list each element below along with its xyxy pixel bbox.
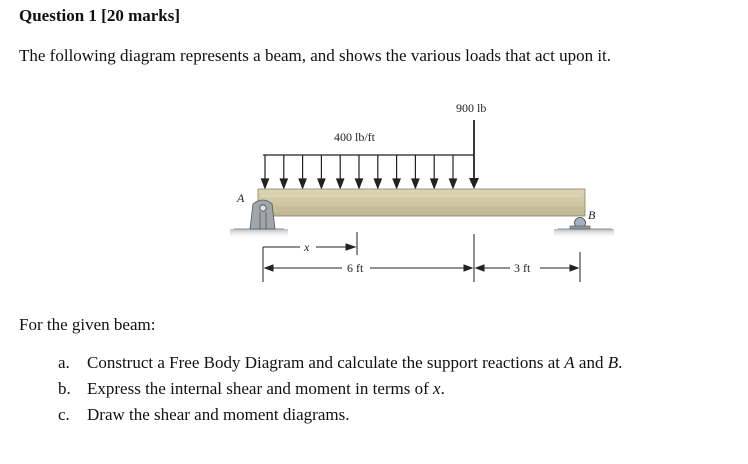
task-var: x xyxy=(433,379,441,398)
support-b-label: B xyxy=(588,208,596,222)
load-arrowhead xyxy=(374,179,381,188)
load-arrowhead xyxy=(431,179,438,188)
dim-left-label: 6 ft xyxy=(347,261,364,275)
x-label: x xyxy=(304,240,310,254)
support-a-label: A xyxy=(237,191,245,205)
beam-diagram xyxy=(220,92,620,292)
question-heading: Question 1 [20 marks] xyxy=(19,6,181,25)
load-arrowhead xyxy=(280,179,287,188)
point-load-label: 900 lb xyxy=(456,101,487,115)
task-item xyxy=(58,404,622,430)
task-item xyxy=(58,378,622,404)
task-text: . xyxy=(440,379,445,398)
distributed-load-arrows xyxy=(262,155,475,188)
task-text: Express the internal shear and moment in terms of xyxy=(87,379,434,398)
task-var: A xyxy=(564,353,575,372)
given-text: For the given beam: xyxy=(19,315,156,334)
roller-support-b xyxy=(554,218,614,240)
task-text: Construct a Free Body Diagram and calculate the support reactions at xyxy=(87,353,565,372)
task-item xyxy=(58,352,622,378)
task-var: B xyxy=(607,353,619,372)
dimension-lines xyxy=(263,234,580,282)
load-arrowhead xyxy=(450,179,457,188)
load-arrowhead xyxy=(299,179,306,188)
intro-text: The following diagram represents a beam, and shows the various loads that act upon it. xyxy=(19,46,612,65)
task-text: . xyxy=(618,353,623,372)
task-marker: a. xyxy=(58,353,70,372)
load-arrowhead xyxy=(262,179,269,188)
dim-right-label: 3 ft xyxy=(514,261,531,275)
task-list xyxy=(58,352,622,430)
load-arrowhead xyxy=(318,179,325,188)
load-arrowhead xyxy=(393,179,400,188)
beam xyxy=(258,189,585,216)
load-arrowhead xyxy=(356,179,363,188)
distributed-load-label: 400 lb/ft xyxy=(334,130,375,144)
load-arrowhead xyxy=(412,179,419,188)
task-text: and xyxy=(574,353,608,372)
task-marker: c. xyxy=(58,405,70,424)
task-marker: b. xyxy=(58,379,71,398)
load-arrowhead xyxy=(337,179,344,188)
task-text: Draw the shear and moment diagrams. xyxy=(87,405,350,424)
